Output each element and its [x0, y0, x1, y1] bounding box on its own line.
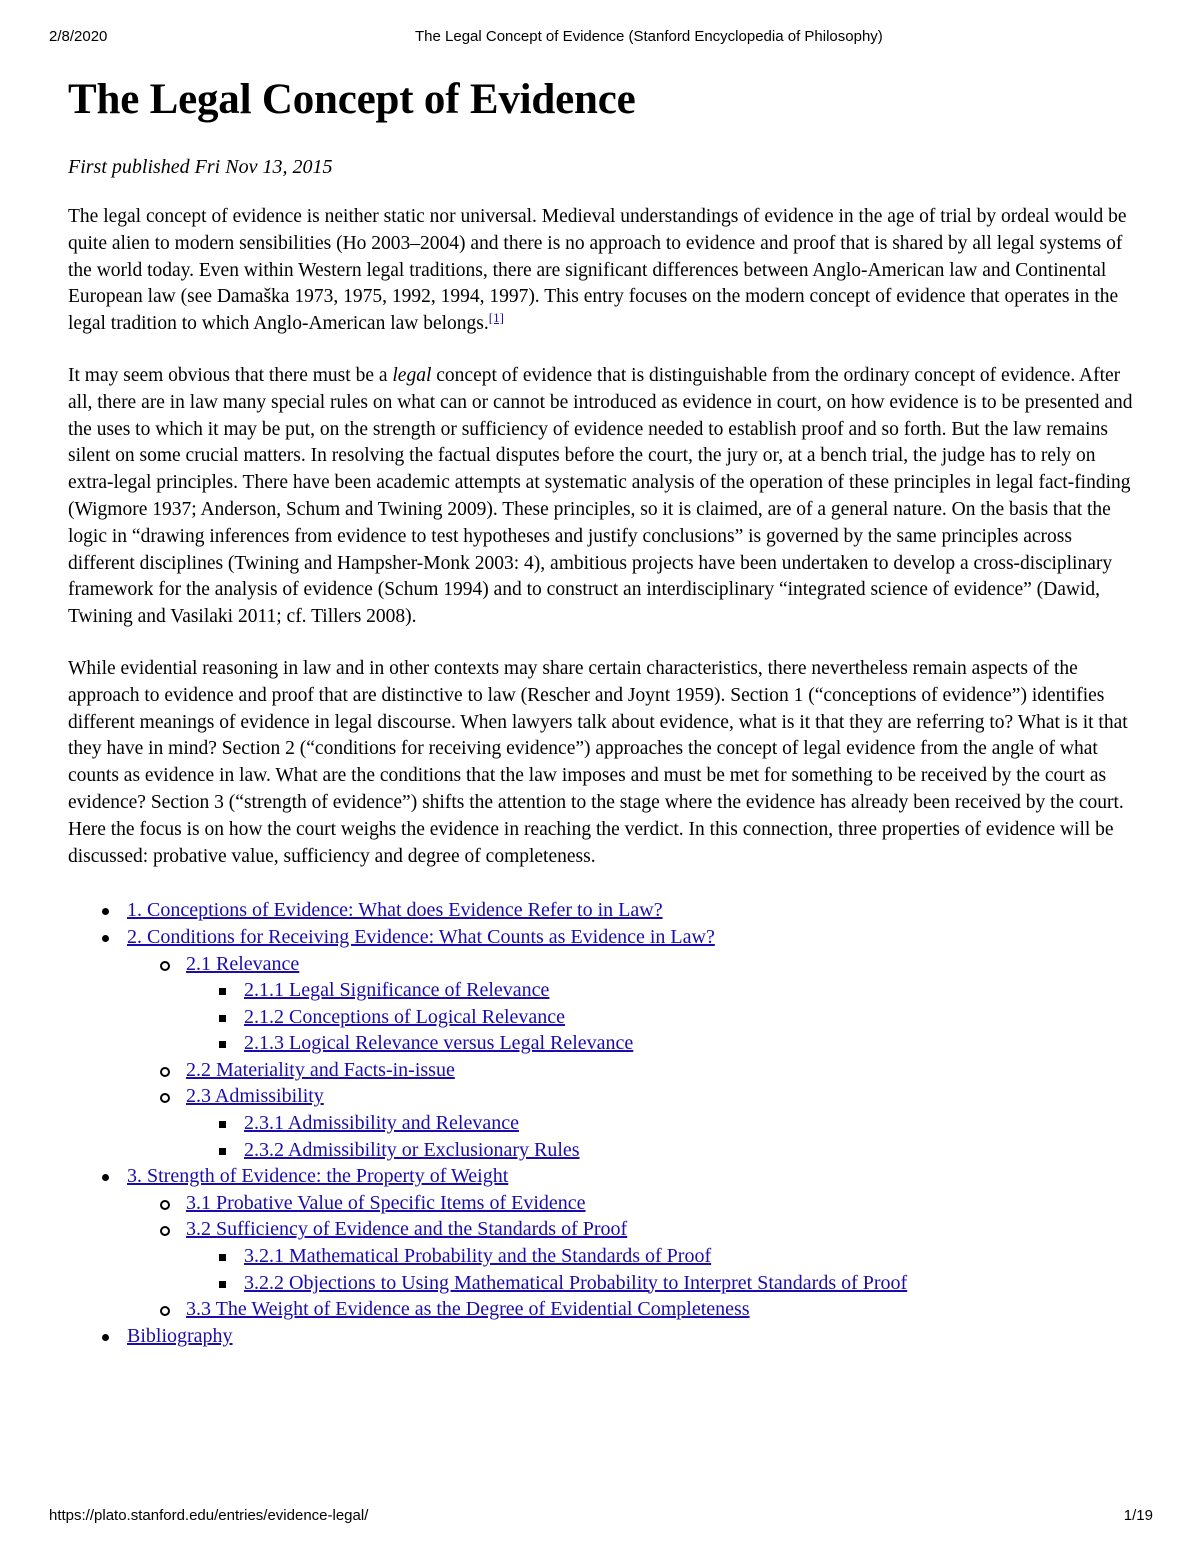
toc-link-section-2-3-1[interactable]: 2.3.1 Admissibility and Relevance	[244, 1112, 519, 1135]
bullet-square-icon	[219, 1041, 226, 1048]
toc-link-section-2-1-2[interactable]: 2.1.2 Conceptions of Logical Relevance	[244, 1005, 566, 1028]
bullet-disc-icon	[102, 1174, 109, 1181]
toc-link-section-3-1[interactable]: 3.1 Probative Value of Specific Items of Evidence	[186, 1191, 586, 1214]
bullet-circle-icon	[160, 1200, 170, 1210]
toc-item	[68, 1243, 1133, 1270]
bullet-square-icon	[219, 1254, 226, 1261]
intro-paragraph-1	[68, 204, 1133, 338]
toc-item	[68, 951, 1133, 978]
toc-item	[68, 1163, 1133, 1190]
toc-link-section-2-1[interactable]: 2.1 Relevance	[186, 952, 300, 975]
intro-paragraph-2-start: It may seem obvious that there must be a	[68, 364, 393, 386]
toc-item	[68, 1296, 1133, 1323]
toc-item	[68, 1030, 1133, 1057]
page-number: 1/19	[1123, 1507, 1153, 1524]
article	[68, 62, 1133, 1349]
print-date: 2/8/2020	[49, 28, 108, 45]
toc-item	[68, 1137, 1133, 1164]
toc-link-section-2-3[interactable]: 2.3 Admissibility	[186, 1085, 324, 1108]
print-page-title: The Legal Concept of Evidence (Stanford Encyclopedia of Philosophy)	[415, 28, 883, 45]
intro-paragraph-3: While evidential reasoning in law and in other contexts may share certain characteristics, there nevertheless remain aspects of the approach to evidence and proof that are distinctive to law (Rescher and Joynt 1959). Section 1 (“conceptions of evidence”) identifies different meanings of evidence in legal discourse. When lawyers talk about evidence, what is it that they are referring to? What is it that they have in mind? Section 2 (“conditions for receiving evidence”) approaches the concept of legal evidence from the angle of what counts as evidence in law. What are the conditions that the law imposes and must be met for something to be received by the court as evidence? Section 3 (“strength of evidence”) shifts the attention to the stage where the evidence has already been received by the court. Here the focus is on how the court weighs the evidence in reaching the verdict. In this connection, three properties of evidence will be discussed: probative value, sufficiency and degree of completeness.	[68, 657, 1128, 867]
toc-link-section-3-2-1[interactable]: 3.2.1 Mathematical Probability and the Standards of Proof	[244, 1245, 712, 1268]
toc-item	[68, 1216, 1133, 1243]
bullet-square-icon	[219, 1015, 226, 1022]
emphasis-legal: legal	[392, 364, 432, 386]
toc-link-section-3[interactable]: 3. Strength of Evidence: the Property of Weight	[127, 1165, 509, 1188]
bullet-square-icon	[219, 1281, 226, 1288]
toc-link-bibliography[interactable]: Bibliography	[127, 1324, 233, 1347]
footnote-link-1[interactable]: [1]	[488, 310, 504, 326]
toc-item	[68, 1323, 1133, 1350]
toc-item	[68, 924, 1133, 951]
toc-link-section-3-3[interactable]: 3.3 The Weight of Evidence as the Degree of Evidential Completeness	[186, 1298, 750, 1321]
publication-info: First published Fri Nov 13, 2015	[68, 156, 333, 178]
toc-link-section-1[interactable]: 1. Conceptions of Evidence: What does Evidence Refer to in Law?	[127, 899, 663, 922]
toc-link-section-2-1-3[interactable]: 2.1.3 Logical Relevance versus Legal Relevance	[244, 1032, 634, 1055]
bullet-disc-icon	[102, 908, 109, 915]
bullet-circle-icon	[160, 1093, 170, 1103]
toc-link-section-2-1-1[interactable]: 2.1.1 Legal Significance of Relevance	[244, 979, 550, 1002]
toc-item	[68, 1270, 1133, 1297]
bullet-square-icon	[219, 1148, 226, 1155]
bullet-circle-icon	[160, 1306, 170, 1316]
toc-item	[68, 977, 1133, 1004]
toc-link-section-2-3-2[interactable]: 2.3.2 Admissibility or Exclusionary Rules	[244, 1138, 580, 1161]
bullet-square-icon	[219, 988, 226, 995]
toc-item	[68, 1083, 1133, 1110]
intro-paragraph-2-rest: concept of evidence that is distinguishable from the ordinary concept of evidence. After all, there are in law many special rules on what can or cannot be introduced as evidence in court, on how evidence is to be presented and the uses to which it may be put, on the strength or sufficiency of evidence needed to establish proof and so forth. But the law remains silent on some crucial matters. In resolving the factual disputes before the court, the jury or, at a bench trial, the judge has to rely on extra-legal principles. There have been academic attempts at systematic analysis of the operation of these principles in legal fact-finding (Wigmore 1937; Anderson, Schum and Twining 2009). These principles, so it is claimed, are of a general nature. On the basis that the logic in “drawing inferences from evidence to test hypotheses and justify conclusions” is governed by the same principles across different disciplines (Twining and Hampsher-Monk 2003: 4), ambitious projects have been undertaken to develop a cross-disciplinary framework for the analysis of evidence (Schum 1994) and to construct an interdisciplinary “integrated science of evidence” (Dawid, Twining and Vasilaki 2011; cf. Tillers 2008).	[68, 364, 1133, 628]
toc-item	[68, 1057, 1133, 1084]
table-of-contents	[68, 897, 1133, 1349]
intro-paragraph-1-text: The legal concept of evidence is neither static nor universal. Medieval understandings of evidence in the age of trial by ordeal would be quite alien to modern sensibilities (Ho 2003–2004) and there is no approach to evidence and proof that is shared by all legal systems of the world today. Even within Western legal traditions, there are significant differences between Anglo-American law and Continental European law (see Damaška 1973, 1975, 1992, 1994, 1997). This entry focuses on the modern concept of evidence that operates in the legal tradition to which Anglo-American law belongs.	[68, 206, 1127, 335]
bullet-disc-icon	[102, 935, 109, 942]
toc-link-section-2[interactable]: 2. Conditions for Receiving Evidence: What Counts as Evidence in Law?	[127, 925, 715, 948]
print-url: https://plato.stanford.edu/entries/evidence-legal/	[49, 1507, 369, 1524]
bullet-circle-icon	[160, 1067, 170, 1077]
intro-paragraph-2	[68, 363, 1133, 631]
bullet-circle-icon	[160, 1226, 170, 1236]
bullet-circle-icon	[160, 961, 170, 971]
toc-item	[68, 1110, 1133, 1137]
bullet-disc-icon	[102, 1334, 109, 1341]
article-title: The Legal Concept of Evidence	[68, 76, 636, 123]
toc-item	[68, 1190, 1133, 1217]
toc-item	[68, 897, 1133, 924]
toc-link-section-3-2[interactable]: 3.2 Sufficiency of Evidence and the Standards of Proof	[186, 1218, 628, 1241]
toc-link-section-2-2[interactable]: 2.2 Materiality and Facts-in-issue	[186, 1058, 455, 1081]
footnote-ref	[489, 310, 504, 325]
toc-item	[68, 1004, 1133, 1031]
bullet-square-icon	[219, 1121, 226, 1128]
toc-link-section-3-2-2[interactable]: 3.2.2 Objections to Using Mathematical Probability to Interpret Standards of Proof	[244, 1271, 908, 1294]
